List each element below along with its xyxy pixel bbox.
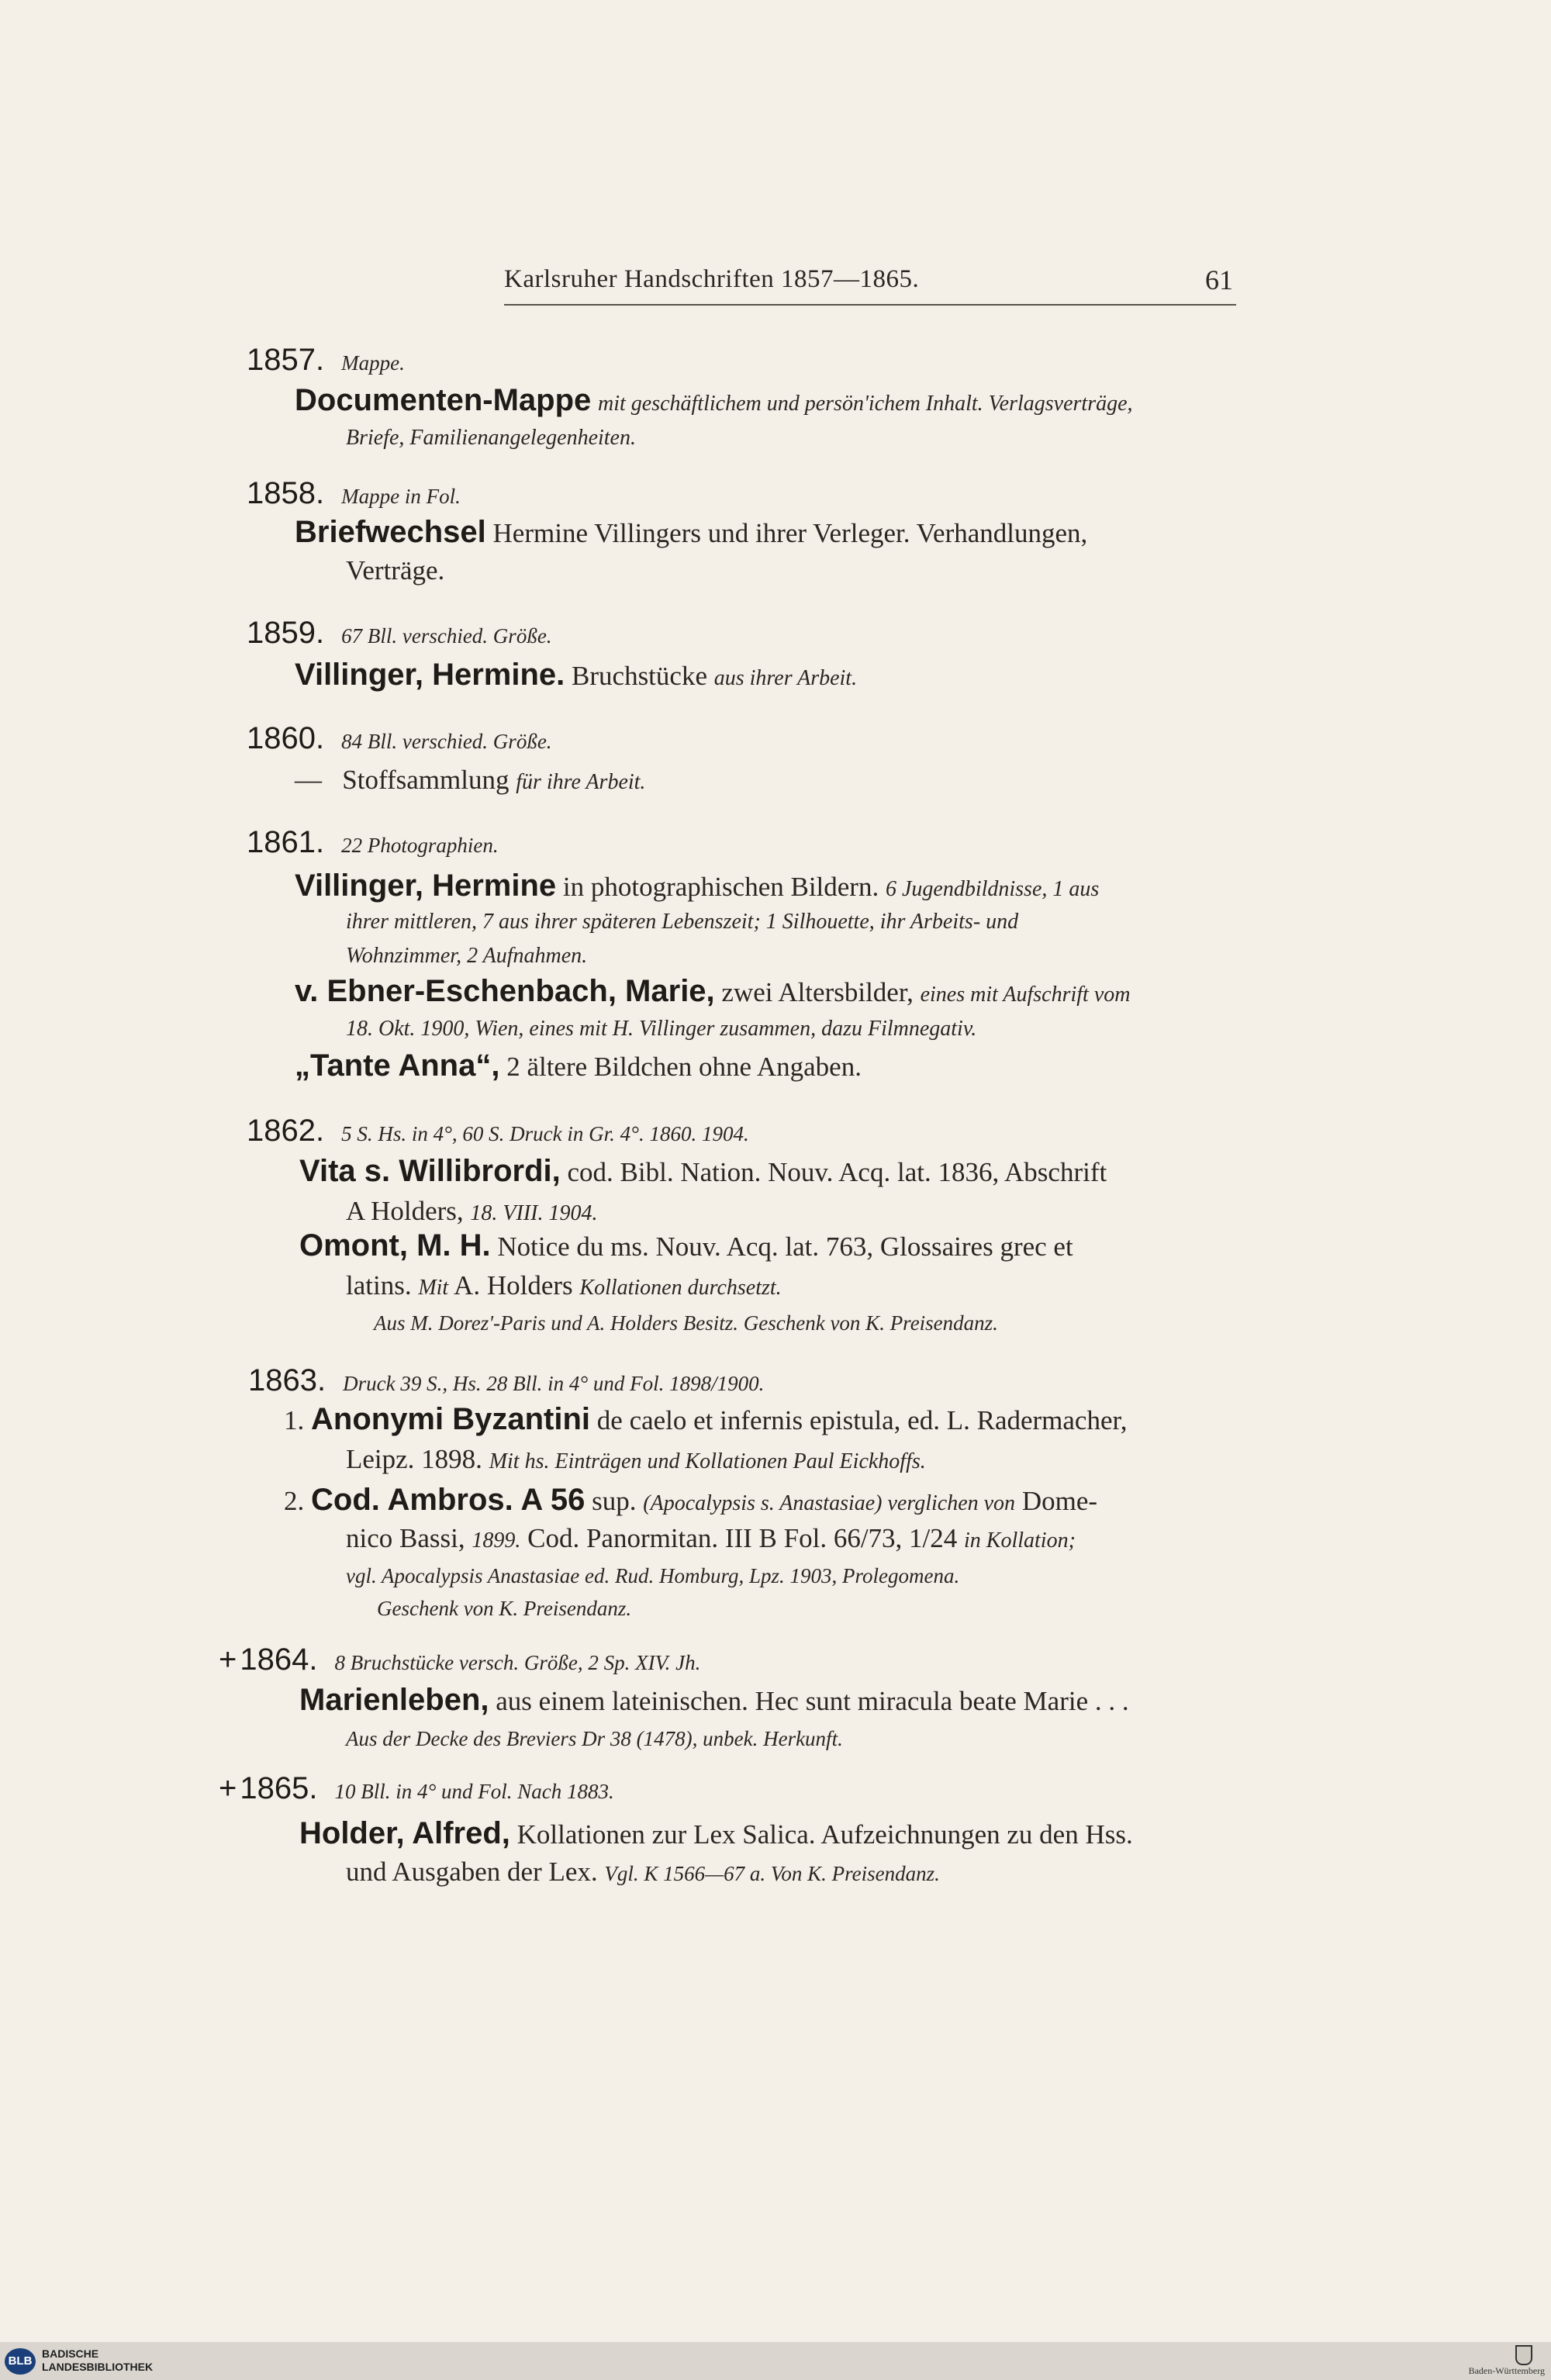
entry-text: cod. Bibl. Nation. Nouv. Acq. lat. 1836, Abschrift [567,1157,1107,1187]
entry-text: aus einem lateinischen. Hec sunt miracula beate Marie . . . [496,1686,1129,1716]
entry-text: Leipz. 1898. [346,1444,482,1474]
blb-logo-icon: BLB [5,2348,36,2375]
entry-note: für ihre Arbeit. [516,770,646,794]
entry-text: Bruchstücke [572,661,707,691]
entry-number: 1859. [247,616,325,650]
entry-title: Marienleben, [299,1683,489,1717]
entry-note: in Kollation; [964,1529,1076,1553]
library-name-line: LANDESBIBLIOTHEK [42,2361,154,2373]
loss-marker: + [219,1771,237,1805]
loss-marker: + [219,1643,237,1677]
entry-note: eines mit Aufschrift vom [920,983,1131,1007]
entry-text: 2 ältere Bildchen ohne Angaben. [506,1052,862,1082]
entry-description: Mappe in Fol. [341,485,461,508]
entry-title: Cod. Ambros. A 56 [311,1483,586,1517]
entry-note: Kollationen durchsetzt. [579,1276,782,1300]
entry-description: 67 Bll. verschied. Größe. [341,624,552,648]
entry-description: 5 S. Hs. in 4°, 60 S. Druck in Gr. 4°. 1860. 1904. [341,1122,749,1145]
entry-number: 1857. [247,343,325,377]
running-title: Karlsruher Handschriften 1857—1865. [504,265,920,293]
entry-text: zwei Altersbilder, [721,977,914,1007]
entry-note: 18. Okt. 1900, Wien, eines mit H. Villinger zusammen, dazu Filmnegativ. [346,1017,977,1041]
entry-text: latins. [346,1270,412,1301]
entry-number: 1865. [240,1771,318,1805]
entry-note: Mit [418,1276,449,1300]
entry-text: Briefe, Familienangelegenheiten. [346,426,636,450]
entry-note: ihrer mittleren, 7 aus ihrer späteren Lebenszeit; 1 Silhouette, ihr Arbeits- und [346,910,1019,934]
entry-number: 1858. [247,476,325,510]
provenance-note: Aus der Decke des Breviers Dr 38 (1478), unbek. Herkunft. [346,1727,843,1750]
entry-number: 1864. [240,1643,318,1677]
entry-text: Dome- [1021,1486,1098,1516]
entry-text: und Ausgaben der Lex. [346,1857,598,1887]
entry-title: Villinger, Hermine [295,869,557,903]
entry-description: 10 Bll. in 4° und Fol. Nach 1883. [334,1780,614,1803]
entry-title: Anonymi Byzantini [311,1402,591,1436]
provenance-note: Aus M. Dorez'-Paris und A. Holders Besitz. Geschenk von K. Preisendanz. [374,1311,998,1335]
entry-description: Druck 39 S., Hs. 28 Bll. in 4° und Fol. 1898/1900. [343,1372,765,1395]
entry-title: Briefwechsel [295,515,486,549]
entry-number: 1860. [247,721,325,755]
entry-text: Kollationen zur Lex Salica. Aufzeichnungen zu den Hss. [516,1819,1133,1850]
entry-description: Mappe. [341,351,405,375]
item-number: 2. [284,1486,305,1516]
entry-title: Documenten-Mappe [295,383,592,417]
entry-text: Notice du ms. Nouv. Acq. lat. 763, Glossaires grec et [497,1231,1073,1262]
page-number: 61 [1205,264,1233,295]
entry-text: mit geschäftlichem und persön'ichem Inhalt. Verlagsverträge, [598,392,1133,416]
entry-text: sup. [592,1486,637,1516]
item-number: 1. [284,1405,305,1435]
entry-title: „Tante Anna“, [295,1048,500,1083]
entry-text: A Holders, [346,1196,464,1226]
entry-text: Cod. Panormitan. III B Fol. 66/73, 1/24 [527,1523,958,1553]
entry-number: 1863. [248,1363,326,1397]
entry-number: 1861. [247,825,325,859]
provenance-note: Geschenk von K. Preisendanz. [377,1597,632,1620]
entry-number: 1862. [247,1114,325,1148]
entry-text: nico Bassi, [346,1523,465,1553]
entry-description: 8 Bruchstücke versch. Größe, 2 Sp. XIV. Jh. [334,1651,701,1674]
footer-bar [0,2342,1551,2380]
entry-text: A. Holders [454,1270,573,1301]
entry-text: in photographischen Bildern. [562,872,879,902]
entry-text: Hermine Villingers und ihrer Verleger. Verhandlungen, [492,518,1088,548]
entry-note: aus ihrer Arbeit. [713,666,858,690]
entry-note: vgl. Apocalypsis Anastasiae ed. Rud. Homburg, Lpz. 1903, Prolegomena. [346,1564,960,1587]
ditto-dash: — [295,765,322,795]
coat-of-arms-icon [1515,2345,1532,2365]
library-name-line: BADISCHE [42,2347,99,2360]
library-name [42,2347,153,2374]
entry-title: Villinger, Hermine. [295,658,565,692]
entry-note: (Apocalypsis s. Anastasiae) verglichen von [643,1491,1016,1515]
entry-title: Vita s. Willibrordi, [299,1154,561,1188]
entry-note: 18. VIII. 1904. [470,1201,598,1225]
entry-note: Mit hs. Einträgen und Kollationen Paul Eickhoffs. [489,1449,926,1473]
running-head [504,264,1236,306]
entry-text: Verträge. [346,555,445,586]
entry-title: Omont, M. H. [299,1228,491,1263]
entry-title: Holder, Alfred, [299,1816,510,1850]
entry-note: 6 Jugendbildnisse, 1 aus [885,877,1100,901]
entry-description: 84 Bll. verschied. Größe. [341,730,552,753]
entry-text: de caelo et infernis epistula, ed. L. Radermacher, [596,1405,1128,1435]
entry-text: Stoffsammlung [342,765,510,795]
entry-description: 22 Photographien. [341,834,499,857]
entry-title: v. Ebner-Eschenbach, Marie, [295,974,715,1008]
state-label: Baden-Württemberg [1468,2365,1545,2376]
entry-note: Vgl. K 1566—67 a. Von K. Preisendanz. [604,1862,940,1885]
entry-note: 1899. [472,1529,521,1553]
entry-note: Wohnzimmer, 2 Aufnahmen. [346,944,588,968]
